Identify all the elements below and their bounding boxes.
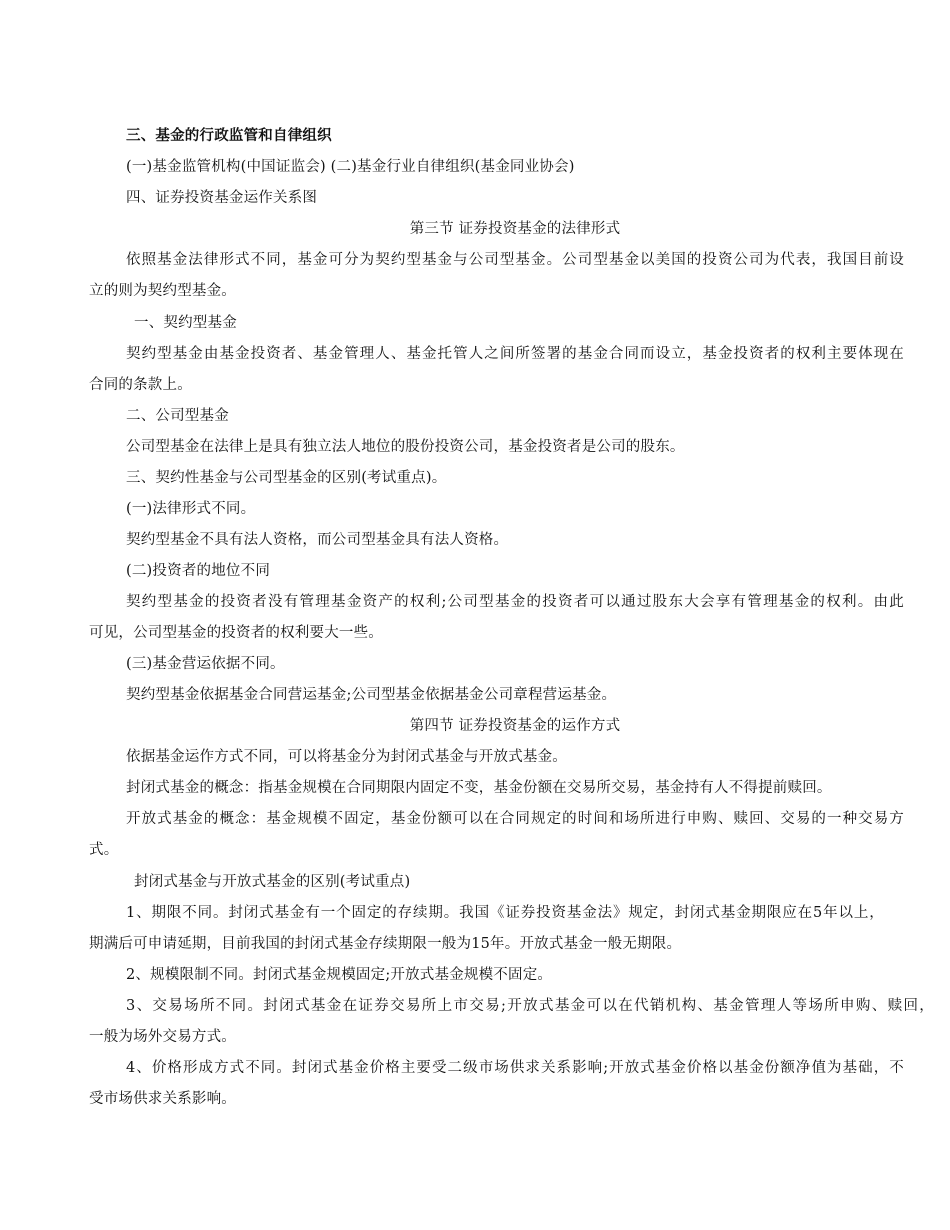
point-1-line2: 期满后可申请延期，目前我国的封闭式基金存续期限一般为15年。开放式基金一般无期限。 [89, 936, 682, 952]
point-1-line1: 1、期限不同。封闭式基金有一个固定的存续期。我国《证券投资基金法》规定，封闭式基金期限应在5年以上， [126, 905, 884, 921]
difference-2-text-line1: 契约型基金的投资者没有管理基金资产的权利;公司型基金的投资者可以通过股东大会享有管理基金的权利。由此 [126, 594, 904, 610]
paragraph-corporate-fund: 公司型基金在法律上是具有独立法人地位的股份投资公司，基金投资者是公司的股东。 [126, 439, 685, 455]
paragraph-legal-form-line1: 依照基金法律形式不同，基金可分为契约型基金与公司型基金。公司型基金以美国的投资公司为代表，我国目前设 [126, 252, 904, 268]
point-3-line1: 3、交易场所不同。封闭式基金在证券交易所上市交易;开放式基金可以在代销机构、基金管理人等场所申购、赎回， [126, 998, 934, 1014]
section-heading-supervision: 三、基金的行政监管和自律组织 [126, 127, 332, 144]
chapter-title-legal-form: 第三节 证券投资基金的法律形式 [409, 221, 621, 237]
subheading-contract-fund: 一、契约型基金 [134, 315, 237, 331]
point-4-line2: 受市场供求关系影响。 [89, 1091, 236, 1107]
difference-1-heading: (一)法律形式不同。 [126, 501, 256, 517]
point-2: 2、规模限制不同。封闭式基金规模固定;开放式基金规模不固定。 [126, 967, 553, 983]
definition-closed-end: 封闭式基金的概念：指基金规模在合同期限内固定不变，基金份额在交易所交易，基金持有人不得提前赎回。 [126, 780, 832, 796]
supervision-bodies: (一)基金监管机构(中国证监会) (二)基金行业自律组织(基金同业协会) [126, 159, 575, 175]
difference-3-heading: (三)基金营运依据不同。 [126, 656, 285, 672]
definition-open-end-line2: 式。 [89, 842, 119, 858]
section-heading-operation-diagram: 四、证券投资基金运作关系图 [126, 190, 318, 206]
paragraph-contract-fund-line1: 契约型基金由基金投资者、基金管理人、基金托管人之间所签署的基金合同而设立，基金投资者的权利主要体现在 [126, 346, 904, 362]
paragraph-operation-mode: 依据基金运作方式不同，可以将基金分为封闭式基金与开放式基金。 [126, 749, 567, 765]
difference-1-text: 契约型基金不具有法人资格，而公司型基金具有法人资格。 [126, 532, 509, 548]
chapter-title-operation-mode: 第四节 证券投资基金的运作方式 [409, 718, 621, 734]
difference-2-text-line2: 可见，公司型基金的投资者的权利要大一些。 [89, 625, 383, 641]
point-4-line1: 4、价格形成方式不同。封闭式基金价格主要受二级市场供求关系影响;开放式基金价格以基金份额净值为基础，不 [126, 1060, 904, 1076]
difference-3-text: 契约型基金依据基金合同营运基金;公司型基金依据基金公司章程营运基金。 [126, 687, 617, 703]
difference-2-heading: (二)投资者的地位不同 [126, 563, 271, 579]
point-3-line2: 一般为场外交易方式。 [89, 1029, 236, 1045]
paragraph-legal-form-line2: 立的则为契约型基金。 [89, 283, 236, 299]
definition-open-end-line1: 开放式基金的概念：基金规模不固定，基金份额可以在合同规定的时间和场所进行申购、赎回、交易的一种交易方 [126, 811, 904, 827]
subheading-corporate-fund: 二、公司型基金 [126, 408, 229, 424]
subheading-differences: 三、契约性基金与公司型基金的区别(考试重点)。 [126, 470, 447, 486]
paragraph-contract-fund-line2: 合同的条款上。 [89, 377, 192, 393]
subheading-closed-vs-open: 封闭式基金与开放式基金的区别(考试重点) [134, 874, 411, 890]
